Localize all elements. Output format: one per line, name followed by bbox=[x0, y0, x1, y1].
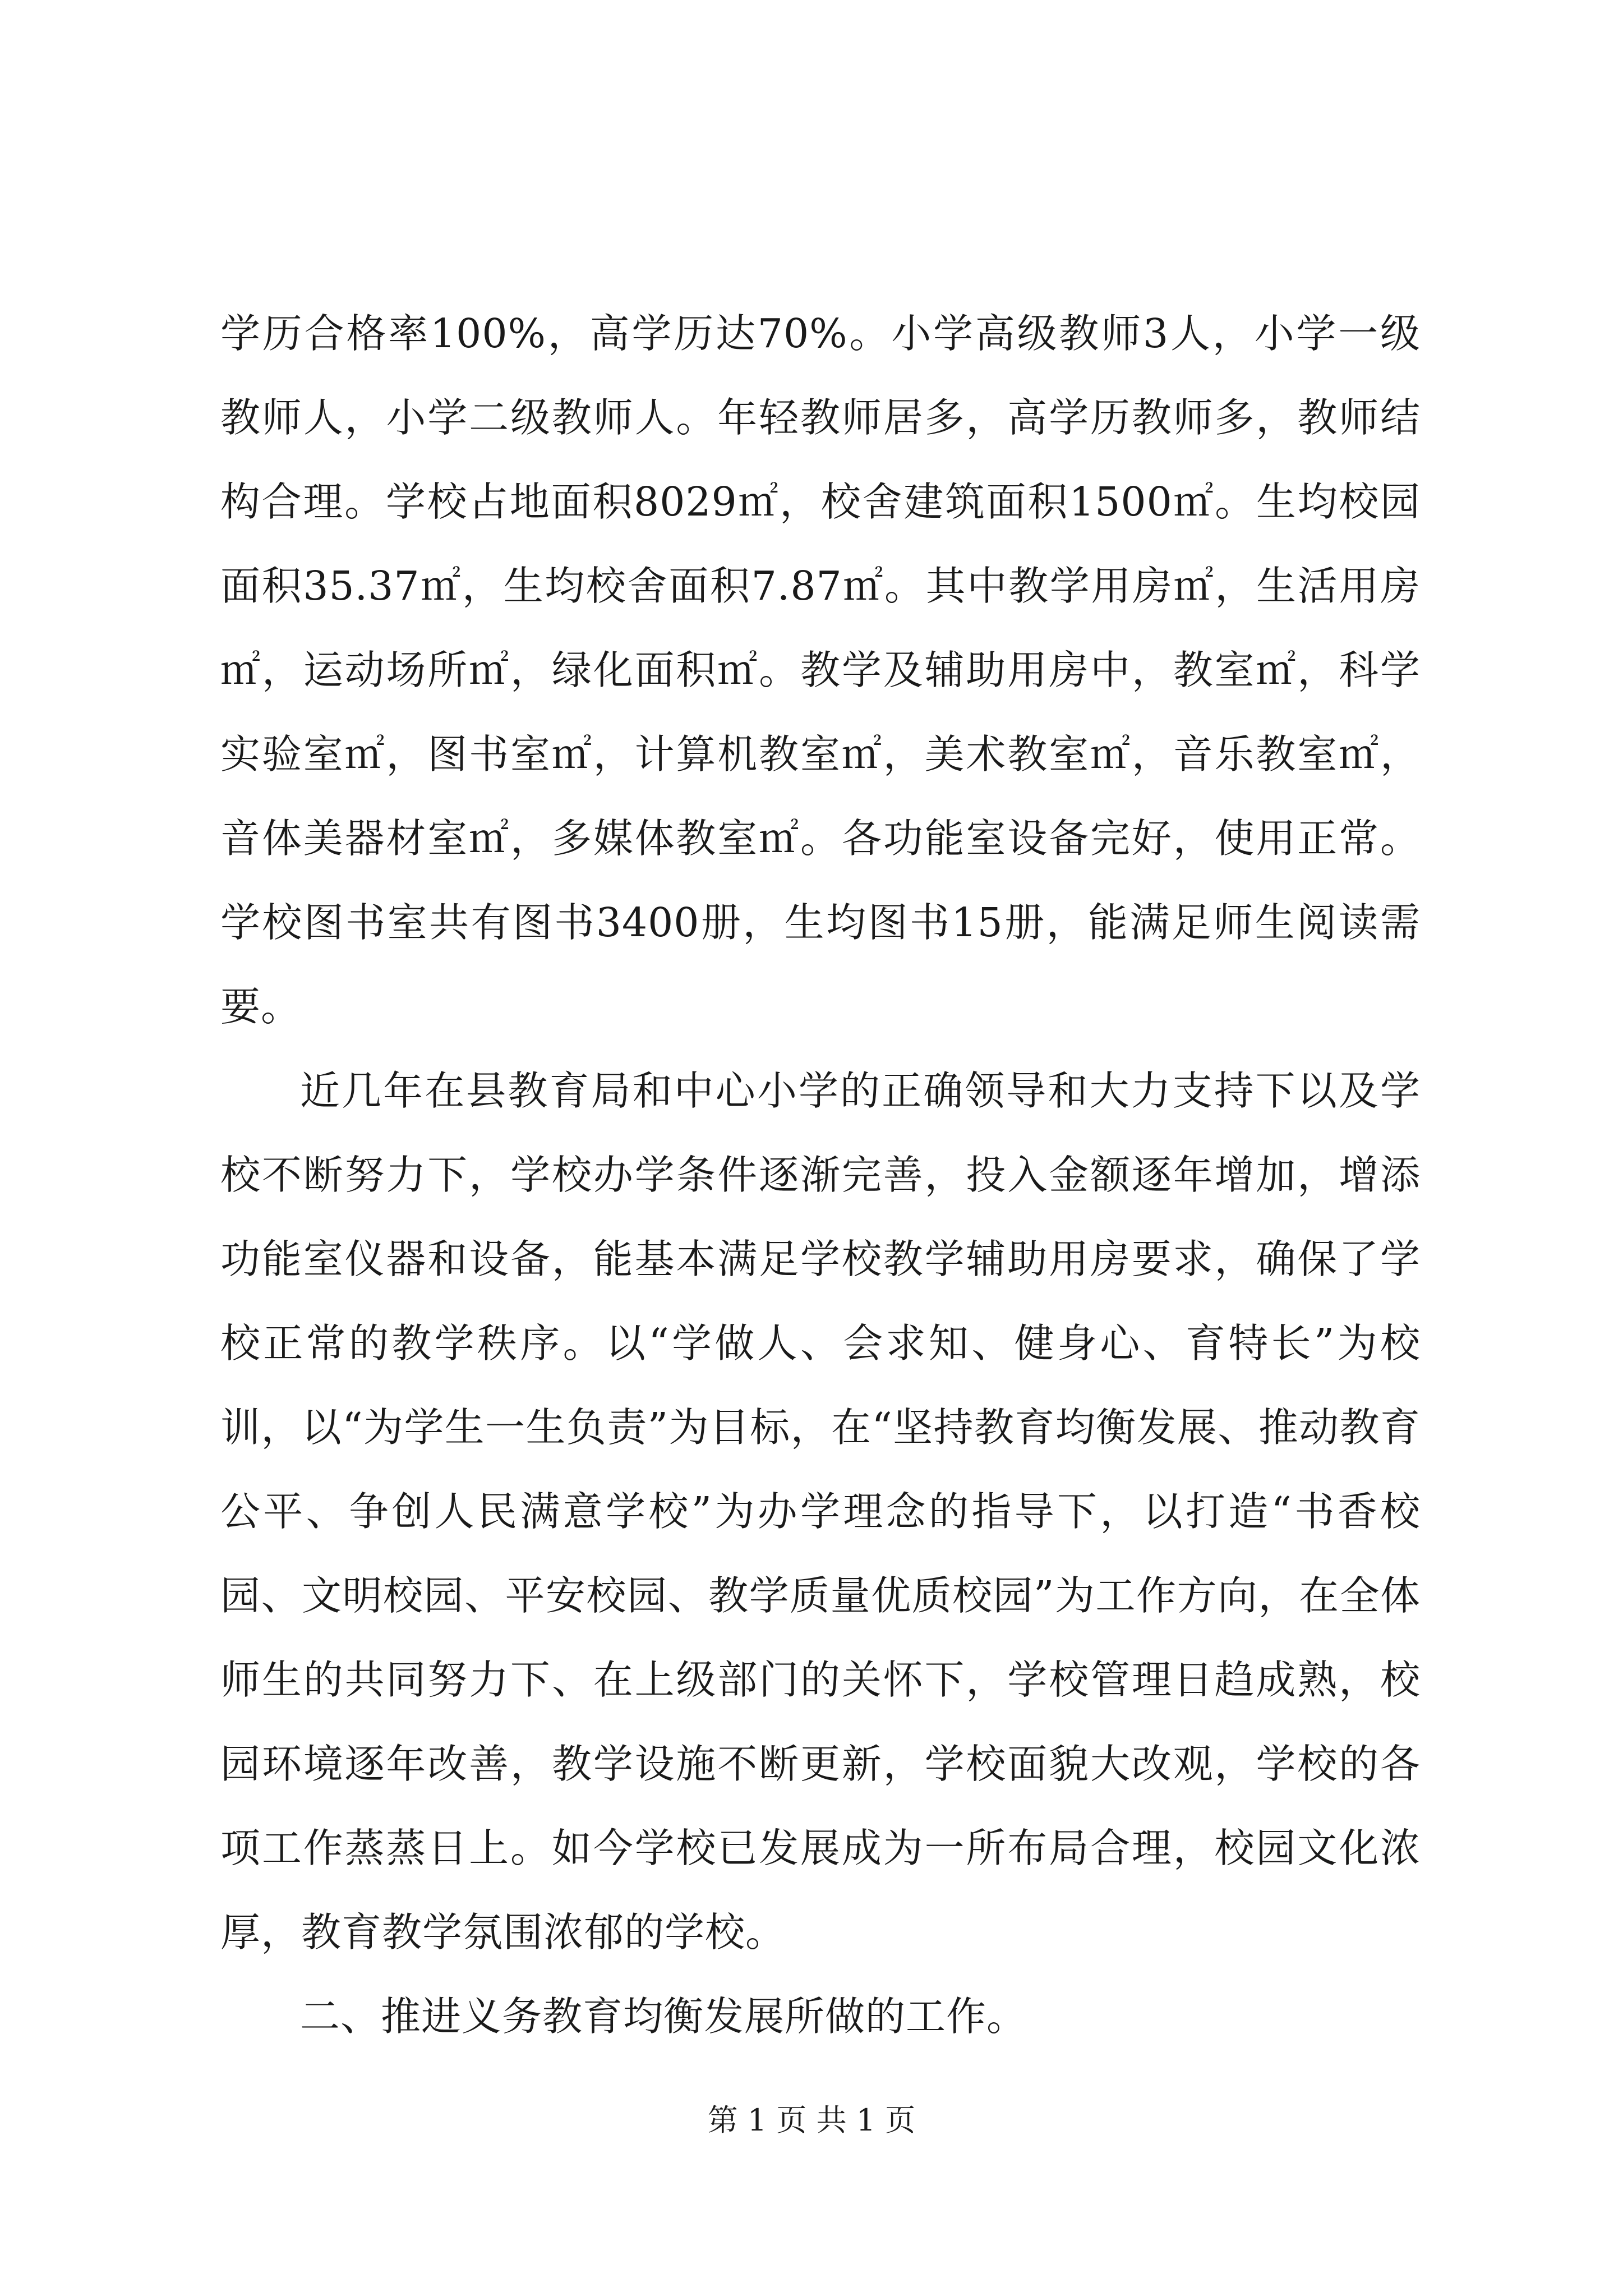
page-footer: 第 1 页 共 1 页 bbox=[707, 2102, 916, 2138]
paragraph-continued: 学历合格率100%，高学历达70%。小学高级教师3人，小学一级教师人，小学二级教师人。年轻教师居多，高学历教师多，教师结构合理。学校占地面积8029㎡，校舍建筑面积1500㎡。生均校园面积35.37㎡，生均校舍面积7.87㎡。其中教学用房㎡，生活用房㎡，运动场所㎡，绿化面积㎡。教学及辅助用房中，教室㎡，科学实验室㎡，图书室㎡，计算机教室㎡，美术教室㎡，音乐教室㎡，音体美器材室㎡，多媒体教室㎡。各功能室设备完好，使用正常。学校图书室共有图书3400册，生均图书15册，能满足师生阅读需要。 bbox=[220, 310, 1421, 1030]
document-body bbox=[220, 292, 1421, 2059]
section-heading: 二、推进义务教育均衡发展所做的工作。 bbox=[300, 1993, 1027, 2040]
paragraph-development: 近几年在县教育局和中心小学的正确领导和大力支持下以及学校不断努力下，学校办学条件逐渐完善，投入金额逐年增加，增添功能室仪器和设备，能基本满足学校教学辅助用房要求，确保了学校正常的教学秩序。以“学做人、会求知、健身心、育特长”为校训，以“为学生一生负责”为目标，在“坚持教育均衡发展、推动教育公平、争创人民满意学校”为办学理念的指导下，以打造“书香校园、文明校园、平安校园、教学质量优质校园”为工作方向，在全体师生的共同努力下、在上级部门的关怀下，学校管理日趋成熟，校园环境逐年改善，教学设施不断更新，学校面貌大改观，学校的各项工作蒸蒸日上。如今学校已发展成为一所布局合理，校园文化浓厚，教育教学氛围浓郁的学校。 bbox=[220, 1068, 1421, 1955]
